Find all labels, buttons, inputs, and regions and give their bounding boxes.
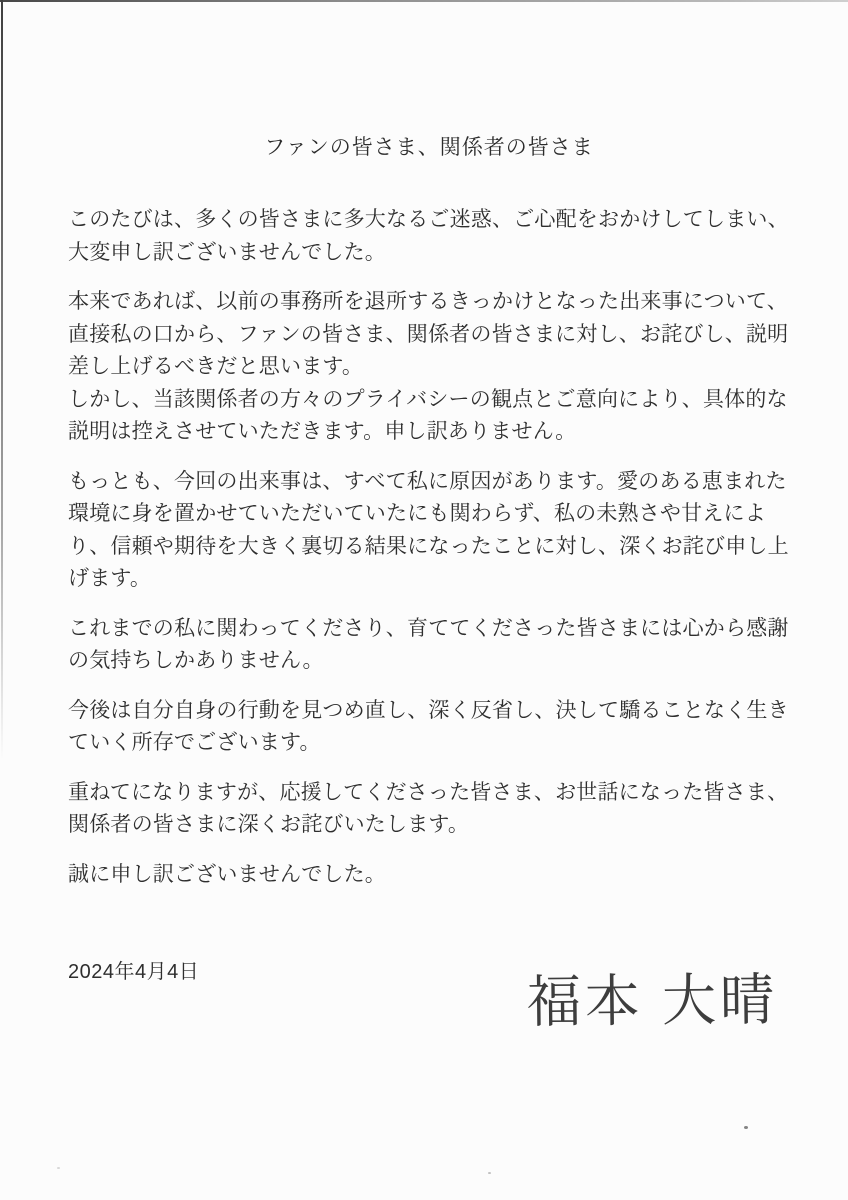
letter-paragraph <box>68 466 790 596</box>
scan-artifact-speck <box>57 1167 60 1169</box>
paragraph-line: 今後は自分自身の行動を見つめ直し、深く反省し、決して驕ることなく生き <box>68 698 789 722</box>
paragraph-line: 誠に申し訳ございませんでした。 <box>68 862 386 886</box>
letter-body <box>68 136 790 984</box>
letter-paragraph <box>68 613 790 678</box>
scan-artifact-speck <box>488 1172 491 1174</box>
letter-paragraph <box>68 777 790 842</box>
letter-paragraph <box>68 286 790 449</box>
paragraph-line: ていく所存でございます。 <box>68 731 321 754</box>
paragraph-line: 環境に身を置かせていただいていたにも関わらず、私の未熟さや甘えによ <box>68 502 766 525</box>
paragraph-line: 大変申し訳ございませんでした。 <box>68 240 386 264</box>
paragraph-line: もっとも、今回の出来事は、すべて私に原因があります。愛のある恵まれた <box>68 469 787 493</box>
paragraph-line: これまでの私に関わってくださり、育ててくださった皆さまには心から感謝 <box>68 616 789 640</box>
paragraph-line: 説明は控えさせていただきます。申し訳ありません。 <box>68 420 577 443</box>
scan-artifact-top-edge <box>0 0 848 2</box>
paragraph-line: このたびは、多くの皆さまに多大なるご迷惑、ご心配をおかけしてしまい、 <box>68 208 789 231</box>
signature-handwritten: 福本 大晴 <box>526 968 779 1035</box>
letter-paragraph <box>68 859 790 892</box>
paragraph-line: げます。 <box>68 567 152 590</box>
paragraph-line: 重ねてになりますが、応援してくださった皆さま、お世話になった皆さま、 <box>68 780 789 804</box>
letter-paragraph <box>68 204 790 269</box>
scan-artifact-left-edge <box>1 0 3 760</box>
paragraph-line: 直接私の口から、ファンの皆さま、関係者の皆さまに対し、お詫びし、説明 <box>68 322 789 346</box>
letter-paragraph <box>68 695 790 760</box>
letter-title: ファンの皆さま、関係者の皆さま <box>264 136 594 159</box>
paragraph-line: 本来であれば、以前の事務所を退所するきっかけとなった出来事について、 <box>68 290 788 313</box>
paragraph-line: り、信頼や期待を大きく裏切る結果になったことに対し、深くお詫び申し上 <box>68 534 789 558</box>
letter-date: 2024年4月4日 <box>68 961 200 983</box>
paragraph-line: しかし、当該関係者の方々のプライバシーの観点とご意向により、具体的な <box>68 387 788 411</box>
paragraph-line: 関係者の皆さまに深くお詫びいたします。 <box>68 813 470 836</box>
paragraph-line: の気持ちしかありません。 <box>68 649 324 672</box>
scan-artifact-speck <box>744 1126 748 1129</box>
paragraph-line: 差し上げるべきだと思います。 <box>68 355 364 378</box>
